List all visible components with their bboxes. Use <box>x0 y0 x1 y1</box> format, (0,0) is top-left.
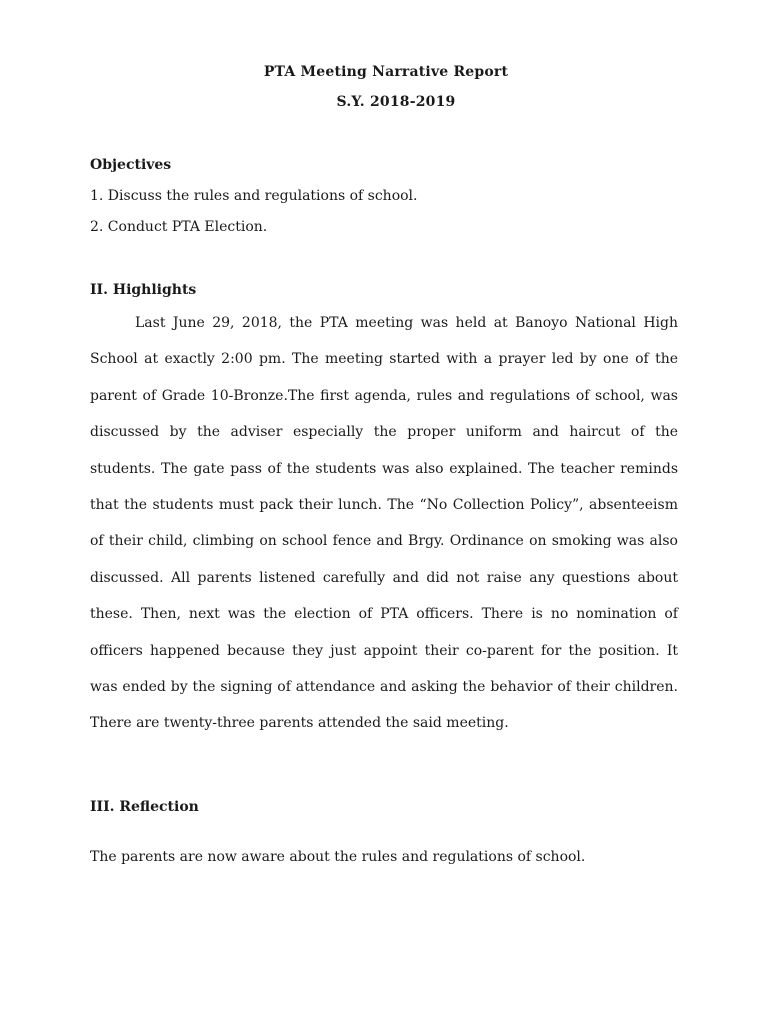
highlights-paragraph: Last June 29, 2018, the PTA meeting was held at Banoyo National High School at exactly 2:00 pm. The meeting started with a prayer led by one of the parent of Grade 10-Bronze.The first agenda, rules and regulations of school, was discussed by the adviser especially the proper uniform and haircut of the students. The gate pass of the students was also explained. The teacher reminds that the students must pack their lunch. The “No Collection Policy”, absenteeism of their child, climbing on school fence and Brgy. Ordinance on smoking was also discussed. All parents listened carefully and did not raise any questions about these. Then, next was the election of PTA officers. There is no nomination of officers happened because they just appoint their co-parent for the position. It was ended by the signing of attendance and asking the behavior of their children. There are twenty-three parents attended the said meeting. <box>90 315 678 732</box>
document-title: PTA Meeting Narrative Report <box>263 64 509 80</box>
highlights-heading: II. Highlights <box>90 282 197 298</box>
reflection-paragraph: The parents are now aware about the rules and regulations of school. <box>90 849 586 865</box>
school-year: S.Y. 2018-2019 <box>336 94 456 110</box>
reflection-heading: III. Reflection <box>90 799 199 815</box>
objectives-heading: Objectives <box>90 157 172 173</box>
objective-item: 1. Discuss the rules and regulations of school. <box>90 188 418 204</box>
objective-item: 2. Conduct PTA Election. <box>90 219 268 235</box>
